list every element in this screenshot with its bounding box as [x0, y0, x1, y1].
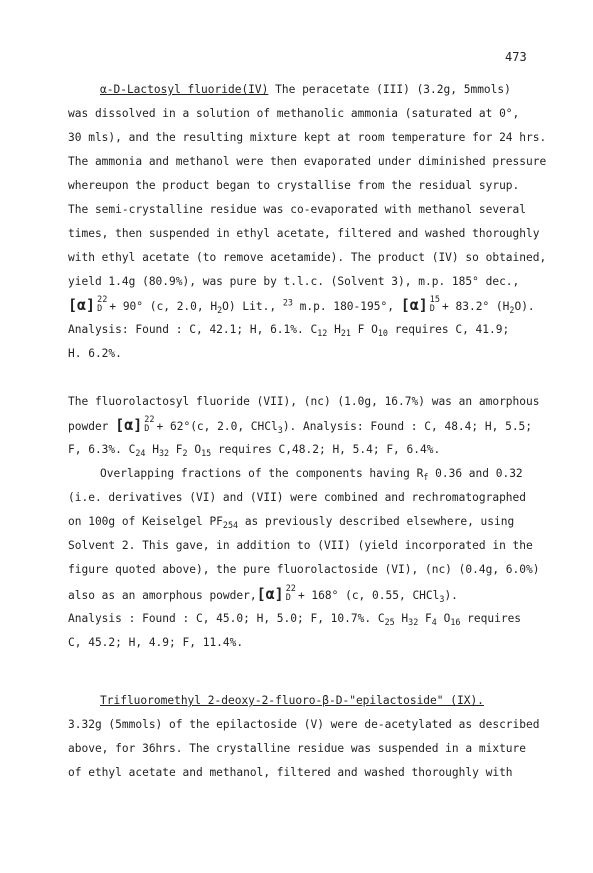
section2-line5: (i.e. derivatives (VI) and (VII) were combined and rechromatographed	[68, 491, 527, 504]
subscript: 16	[450, 616, 461, 627]
subscript: f	[423, 471, 429, 482]
rotation-line: D	[429, 304, 435, 314]
rotation-value-1: + 90° (c, 2.0, H	[109, 300, 218, 313]
text: + 168° (c, 0.55, CHCl	[297, 589, 440, 602]
section2-line6	[68, 515, 514, 528]
text: Analysis : Found : C, 45.0; H, 5.0; F, 10.7%. C	[68, 612, 385, 625]
text: O	[443, 612, 451, 625]
text: O	[194, 443, 202, 456]
text: ). Analysis: Found : C, 48.4; H, 5.5;	[282, 420, 533, 433]
rotation-value-2: + 83.2° (H	[442, 300, 510, 313]
section1-line1-text: The peracetate (III) (3.2g, 5mmols)	[268, 83, 511, 96]
text: F	[175, 443, 183, 456]
section1-line8: with ethyl acetate (to remove acetamide). The product (IV) so obtained,	[68, 251, 547, 264]
section2-line10	[68, 612, 521, 625]
section1-line7: times, then suspended in ethyl acetate, filtered and washed thoroughly	[68, 227, 540, 240]
section1-line11	[68, 323, 509, 336]
subscript: 25	[384, 616, 395, 627]
text: on 100g of Keiselgel PF	[68, 515, 223, 528]
alpha-symbol: [α]	[115, 416, 143, 434]
lit-label: O) Lit.,	[222, 300, 277, 313]
section1-line2: was dissolved in a solution of methanolic ammonia (saturated at 0°,	[68, 107, 520, 120]
reference-superscript: 23	[282, 297, 293, 308]
section3-line3: of ethyl acetate and methanol, filtered and washed thoroughly with	[68, 766, 513, 779]
rotation-line: D	[97, 304, 103, 314]
section1-line12: H. 6.2%.	[68, 347, 122, 360]
section2-line2	[68, 416, 532, 434]
alpha-symbol: [α]	[68, 296, 96, 314]
specific-rotation-4	[257, 585, 298, 603]
subscript: 2	[182, 447, 188, 458]
text: Overlapping fractions of the components having R	[100, 467, 424, 480]
rotation-temperature: 22	[285, 584, 296, 594]
section2-line8: figure quoted above), the pure fluorolactoside (VI), (nc) (0.4g, 6.0%)	[68, 563, 540, 576]
section1-line9: yield 1.4g (80.9%), was pure by t.l.c. (Solvent 3), m.p. 185° dec.,	[68, 275, 520, 288]
heading-text: Trifluoromethyl 2-deoxy-2-fluoro-β-D-"epilactoside" (IX).	[100, 694, 484, 707]
section3-line1: 3.32g (5mmols) of the epilactoside (V) were de-acetylated as described	[68, 718, 540, 731]
section3-line2: above, for 36hrs. The crystalline residue was suspended in a mixture	[68, 742, 527, 755]
rotation-line: D	[285, 593, 291, 603]
section1-line10	[68, 296, 535, 314]
specific-rotation-1	[68, 296, 109, 314]
specific-rotation-2	[401, 296, 442, 314]
section2-line9	[68, 585, 458, 603]
subscript: 10	[377, 327, 388, 338]
section3-heading	[100, 694, 484, 707]
text: requires C,48.2; H, 5.4; F, 6.4%.	[217, 443, 441, 456]
alpha-symbol: [α]	[400, 296, 428, 314]
subscript: 21	[340, 327, 351, 338]
text: F	[425, 612, 432, 625]
rotation-temperature: 22	[97, 295, 108, 305]
section2-line7: Solvent 2. This gave, in addition to (VII) (yield incorporated in the	[68, 539, 533, 552]
alpha-symbol: [α]	[256, 585, 284, 603]
section2-line11: C, 45.2; H, 4.9; F, 11.4%.	[68, 636, 244, 649]
rotation-temperature: 15	[429, 295, 441, 305]
subscript: 254	[222, 519, 239, 530]
subscript: 3	[439, 593, 445, 604]
section1-heading: α-D-Lactosyl fluoride(IV)	[100, 83, 269, 96]
section1-line6: The semi-crystalline residue was co-evaporated with methanol several	[68, 203, 527, 216]
subscript: 4	[431, 616, 437, 627]
text: F O	[357, 323, 378, 336]
text: H	[401, 612, 409, 625]
text: as previously described elsewhere, using	[244, 515, 515, 528]
text: + 62°(c, 2.0, CHCl	[156, 420, 278, 433]
subscript: 12	[317, 327, 328, 338]
text: F, 6.3%. C	[68, 443, 136, 456]
subscript: 32	[408, 616, 419, 627]
subscript: 2	[217, 304, 223, 315]
text: requires	[467, 612, 522, 625]
section1-line4: The ammonia and methanol were then evaporated under diminished pressure	[68, 155, 547, 168]
section2-line4	[100, 467, 523, 480]
text: requires C, 41.9;	[394, 323, 510, 336]
text: also as an amorphous powder,	[68, 589, 257, 602]
text: O).	[514, 300, 535, 313]
subscript: 3	[277, 424, 283, 435]
text: H	[152, 443, 159, 456]
page-number: 473	[505, 50, 527, 64]
text: Analysis: Found : C, 42.1; H, 6.1%. C	[68, 323, 318, 336]
section2-line3	[68, 443, 440, 456]
text: powder	[68, 420, 109, 433]
text: 0.36 and 0.32	[435, 467, 523, 480]
lit-mp: m.p. 180-195°,	[299, 300, 394, 313]
rotation-temperature: 22	[144, 415, 155, 425]
section1-line3: 30 mls), and the resulting mixture kept at room temperature for 24 hrs.	[68, 131, 547, 144]
section2-line1: The fluorolactosyl fluoride (VII), (nc) (1.0g, 16.7%) was an amorphous	[68, 395, 540, 408]
specific-rotation-3	[115, 416, 156, 434]
subscript: 2	[509, 304, 515, 315]
section1-line5: whereupon the product began to crystallise from the residual syrup.	[68, 179, 520, 192]
section1-first-line	[100, 83, 511, 96]
subscript: 24	[135, 447, 146, 458]
text: H	[334, 323, 341, 336]
rotation-line: D	[144, 424, 150, 434]
text: ).	[444, 589, 458, 602]
subscript: 32	[158, 447, 170, 458]
subscript: 15	[201, 447, 212, 458]
